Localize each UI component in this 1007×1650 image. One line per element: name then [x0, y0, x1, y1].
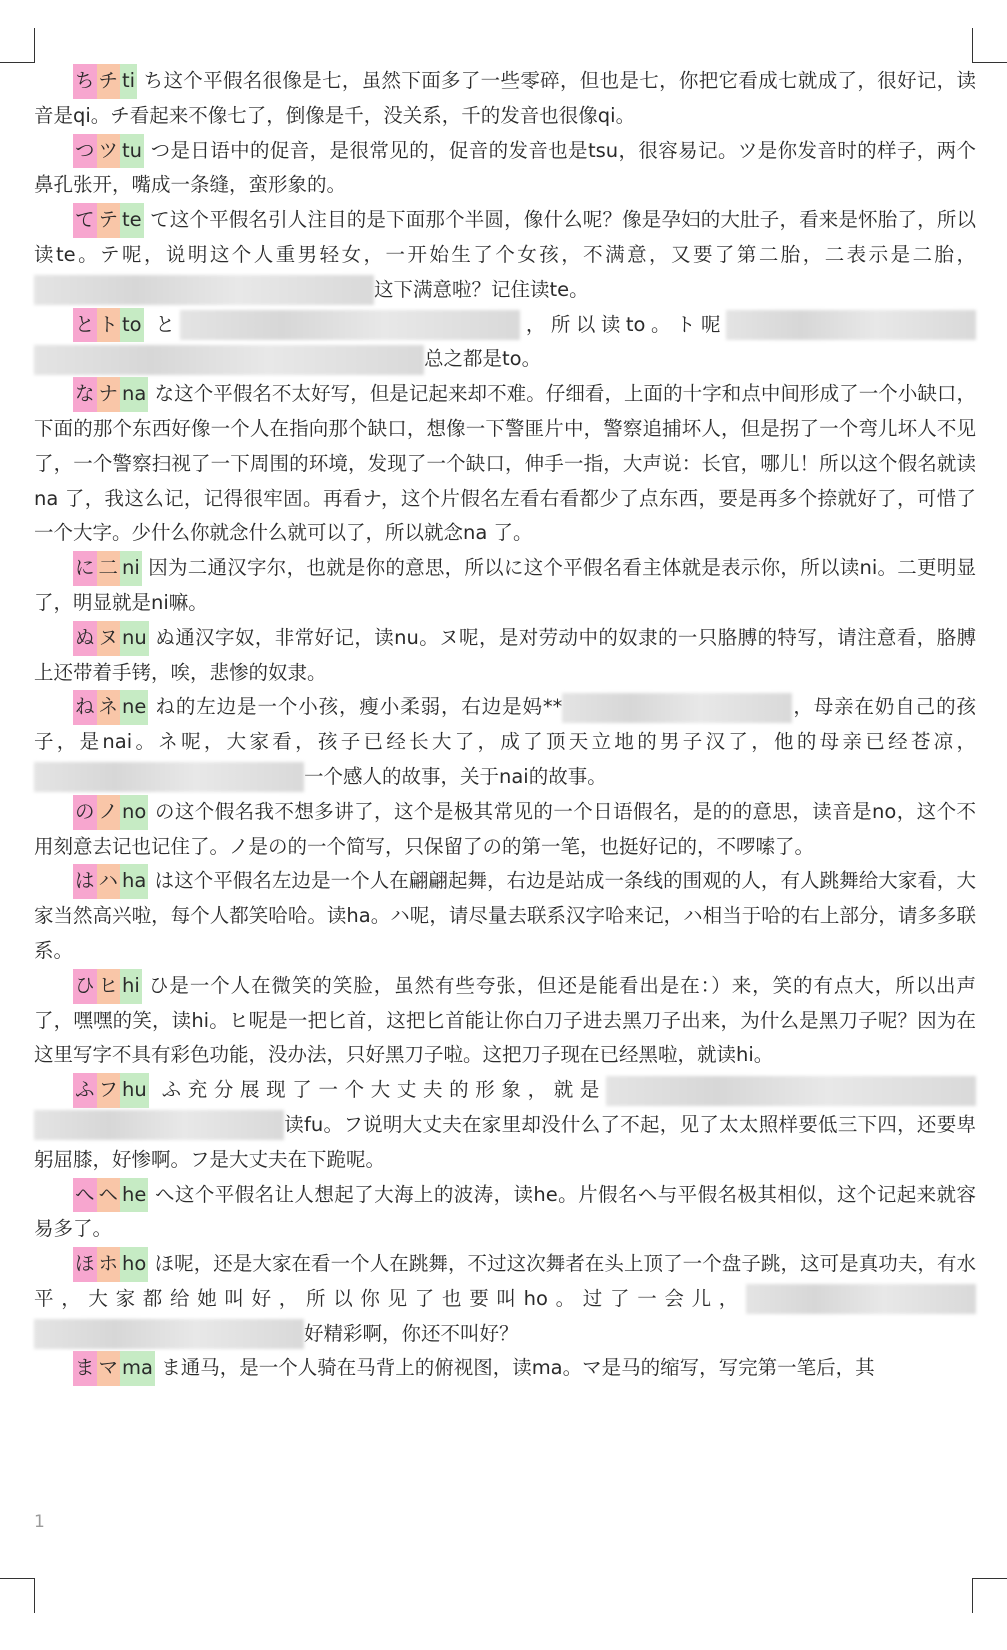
entry-text: ふ充分展现了一个大丈夫的形象，就是 [161, 1078, 606, 1102]
katakana-label: ヒ [97, 969, 121, 1004]
entry-he [34, 1178, 976, 1248]
romaji-label: ha [120, 864, 148, 899]
redacted-block [180, 310, 520, 340]
entry-text-cont: 这下满意啦？记住读te。 [374, 277, 589, 301]
crop-mark-bottom-right [972, 1578, 1007, 1613]
entry-text: ね的左边是一个小孩，瘦小柔弱，右边是妈** [155, 695, 563, 719]
entry-text: と [155, 312, 181, 336]
entry-text: の这个假名我不想多讲了，这个是极其常见的一个日语假名，是的的意思，读音是no，这个不用刻意去记也记住了。ノ是の的一个简写，只保留了の的第一笔，也挺好记的，不啰嗦了。 [34, 799, 976, 858]
hiragana-label: に [73, 551, 97, 586]
redacted-block [746, 1284, 976, 1314]
katakana-label: チ [97, 64, 121, 99]
redacted-block [34, 1319, 304, 1349]
entry-text: ひ是一个人在微笑的笑脸，虽然有些夸张，但还是能看出是在：）来，笑的有点大，所以出声了，嘿嘿的笑，读hi。ヒ呢是一把匕首，这把匕首能让你白刀子进去黑刀子出来，为什么是黑刀子呢？因为在这里写字不具有彩色功能，没办法，只好黑刀子啦。这把刀子现在已经黑啦，就读hi。 [34, 973, 976, 1067]
document-page [34, 64, 976, 1386]
entry-ni [34, 551, 976, 621]
katakana-label: ト [97, 308, 121, 343]
romaji-label: no [120, 795, 148, 830]
hiragana-label: ふ [73, 1073, 97, 1108]
romaji-label: hu [120, 1073, 149, 1108]
romaji-label: ne [120, 690, 148, 725]
hiragana-label: ま [73, 1351, 97, 1386]
katakana-label: フ [97, 1073, 121, 1108]
katakana-label: テ [97, 203, 121, 238]
katakana-label: マ [97, 1351, 121, 1386]
redacted-block [34, 345, 424, 375]
romaji-label: ni [120, 551, 142, 586]
entry-ma [34, 1351, 976, 1386]
hiragana-label: て [73, 203, 97, 238]
entry-text: ほ呢，还是大家在看一个人在跳舞，不过这次舞者在头上顶了一个盘子跳，这可是真功夫，有水平，大家都给她叫好，所以你见了也要叫ho。过了一会儿， [34, 1252, 976, 1310]
entry-na [34, 377, 976, 551]
entry-nu [34, 621, 976, 691]
entry-te [34, 203, 976, 307]
redacted-block [562, 693, 792, 723]
katakana-label: ツ [97, 134, 121, 169]
hiragana-label: ひ [73, 969, 97, 1004]
redacted-block [34, 762, 304, 792]
entry-text: ま通马，是一个人骑在马背上的俯视图，读ma。マ是马的缩写，写完第一笔后，其 [161, 1356, 875, 1380]
crop-mark-top-right [972, 28, 1007, 63]
redacted-block [726, 310, 976, 340]
entry-text: は这个平假名左边是一个人在翩翩起舞，右边是站成一条线的围观的人，有人跳舞给大家看，大家当然高兴啦，每个人都笑哈哈。读ha。ハ呢，请尽量去联系汉字哈来记，ハ相当于哈的右上部分，请多多联系。 [34, 869, 976, 962]
entry-text-cont: ，母亲在奶自己的孩子，是nai。ネ呢，大家看，孩子已经长大了，成了顶天立地的男子汉了，他的母亲已经苍凉， [34, 695, 976, 754]
romaji-label: nu [120, 621, 149, 656]
katakana-label: ノ [97, 795, 121, 830]
entry-text: ち这个平假名很像是七，虽然下面多了一些零碎，但也是七，你把它看成七就成了，很好记，读音是qi。チ看起来不像七了，倒像是千，没关系，千的发音也很像qi。 [34, 69, 976, 127]
entry-text-cont: ，所以读to。ト呢 [520, 312, 726, 336]
hiragana-label: と [73, 308, 97, 343]
romaji-label: he [120, 1178, 148, 1213]
katakana-label: ヘ [97, 1178, 121, 1213]
katakana-label: ハ [97, 864, 121, 899]
hiragana-label: ぬ [73, 621, 97, 656]
page-number: 1 [34, 1512, 45, 1532]
katakana-label: ナ [97, 377, 121, 412]
entry-text: へ这个平假名让人想起了大海上的波涛，读he。片假名ヘ与平假名极其相似，这个记起来就容易多了。 [34, 1182, 977, 1241]
hiragana-label: ち [73, 64, 97, 99]
romaji-label: ho [120, 1247, 148, 1282]
crop-mark-top-left [0, 28, 35, 63]
hiragana-label: の [73, 795, 97, 830]
hiragana-label: ね [73, 690, 97, 725]
entry-text-cont: 读fu。フ说明大丈夫在家里却没什么了不起，见了太太照样要低三下四，还要卑躬屈膝，好惨啊。フ是大丈夫在下跪呢。 [34, 1112, 976, 1171]
romaji-label: ma [120, 1351, 155, 1386]
redacted-block [34, 275, 374, 305]
katakana-label: ネ [97, 690, 121, 725]
entry-text: ぬ通汉字奴，非常好记，读nu。ヌ呢，是对劳动中的奴隶的一只胳膊的特写，请注意看，胳膊上还带着手铐，唉，悲惨的奴隶。 [34, 625, 977, 684]
entry-text-cont: 总之都是to。 [424, 347, 542, 371]
entry-ne [34, 690, 976, 794]
katakana-label: ホ [97, 1247, 121, 1282]
hiragana-label: ほ [73, 1247, 97, 1282]
entry-ho [34, 1247, 976, 1351]
hiragana-label: な [73, 377, 97, 412]
entry-ti [34, 64, 976, 134]
entry-to [34, 308, 976, 378]
hiragana-label: は [73, 864, 97, 899]
entry-text: て这个平假名引人注目的是下面那个半圆，像什么呢？像是孕妇的大肚子，看来是怀胎了，所以读te。テ呢，说明这个人重男轻女，一开始生了个女孩，不满意，又要了第二胎，二表示是二胎， [34, 208, 976, 266]
romaji-label: to [120, 308, 144, 343]
entry-text: な这个平假名不太好写，但是记起来却不难。仔细看，上面的十字和点中间形成了一个小缺口，下面的那个东西好像一个人在指向那个缺口，想像一下警匪片中，警察追捕坏人，但是拐了一个弯儿坏人不见了，一个警察扫视了一下周围的环境，发现了一个缺口，伸手一指，大声说：长官，哪儿！所以这个假名就读na 了，我这么记，记得很牢固。再看ナ，这个片假名左看右看都少了点东西，要是再多个捺就好了，可惜了一个大字。少什么你就念什么就可以了，所以就念na 了。 [34, 382, 976, 545]
entry-text-cont: 一个感人的故事，关于nai的故事。 [304, 764, 607, 788]
entry-hu [34, 1073, 976, 1177]
romaji-label: na [120, 377, 148, 412]
romaji-label: ti [120, 64, 137, 99]
hiragana-label: へ [73, 1178, 97, 1213]
katakana-label: ヌ [97, 621, 121, 656]
entry-text-cont: 好精彩啊，你还不叫好？ [304, 1321, 519, 1345]
redacted-block [606, 1076, 976, 1106]
katakana-label: 二 [97, 551, 121, 586]
romaji-label: tu [120, 134, 144, 169]
romaji-label: hi [120, 969, 142, 1004]
entry-hi [34, 969, 976, 1073]
entry-text: 因为二通汉字尔，也就是你的意思，所以に这个平假名看主体就是表示你，所以读ni。二更明显了，明显就是ni嘛。 [34, 556, 977, 614]
entry-tu [34, 134, 976, 204]
entry-ha [34, 864, 976, 968]
redacted-block [34, 1110, 284, 1140]
entry-no [34, 795, 976, 865]
romaji-label: te [120, 203, 144, 238]
crop-mark-bottom-left [0, 1578, 35, 1613]
hiragana-label: つ [73, 134, 97, 169]
entry-text: つ是日语中的促音，是很常见的，促音的发音也是tsu，很容易记。ツ是你发音时的样子，两个鼻孔张开，嘴成一条缝，蛮形象的。 [34, 138, 977, 197]
